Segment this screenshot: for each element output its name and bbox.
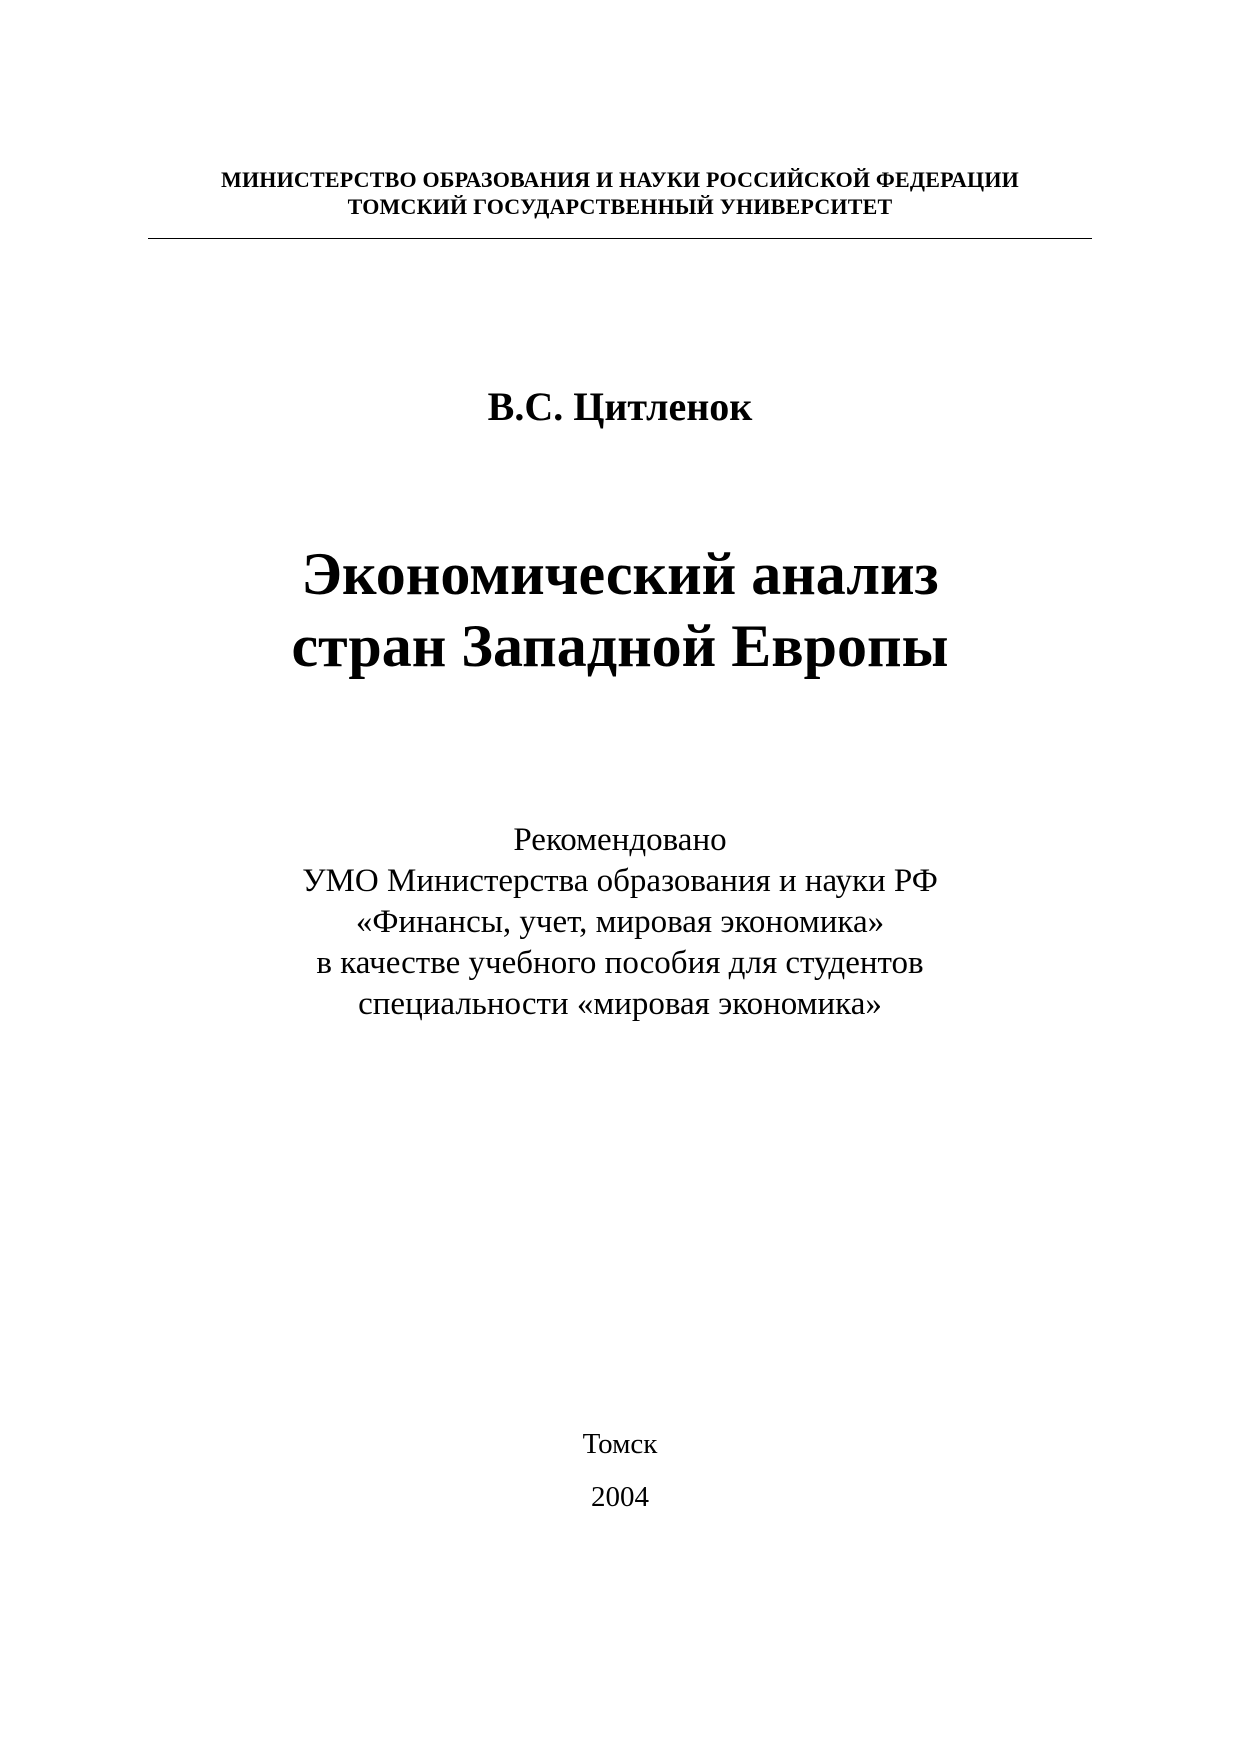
publication-year: 2004 [591,1481,649,1513]
book-title [0,538,1240,682]
recommendation-line-4: в качестве учебного пособия для студентов [316,945,924,981]
recommendation-line-1: Рекомендовано [513,822,727,858]
recommendation-line-2: УМО Министерства образования и науки РФ [302,863,938,899]
header-divider [148,238,1092,239]
recommendation-block [0,820,1240,1025]
university-name: ТОМСКИЙ ГОСУДАРСТВЕННЫЙ УНИВЕРСИТЕТ [347,194,893,219]
recommendation-line-5: специальности «мировая экономика» [358,986,882,1022]
institution-header [0,166,1240,220]
recommendation-line-3: «Финансы, учет, мировая экономика» [355,904,885,940]
author-name: В.С. Цитленок [487,384,753,429]
ministry-name: МИНИСТЕРСТВО ОБРАЗОВАНИЯ И НАУКИ РОССИЙСКОЙ ФЕДЕРАЦИИ [221,167,1019,192]
book-title-line-2: стран Западной Европы [291,613,949,679]
publication-city: Томск [582,1428,658,1460]
book-title-line-1: Экономический анализ [301,541,939,607]
